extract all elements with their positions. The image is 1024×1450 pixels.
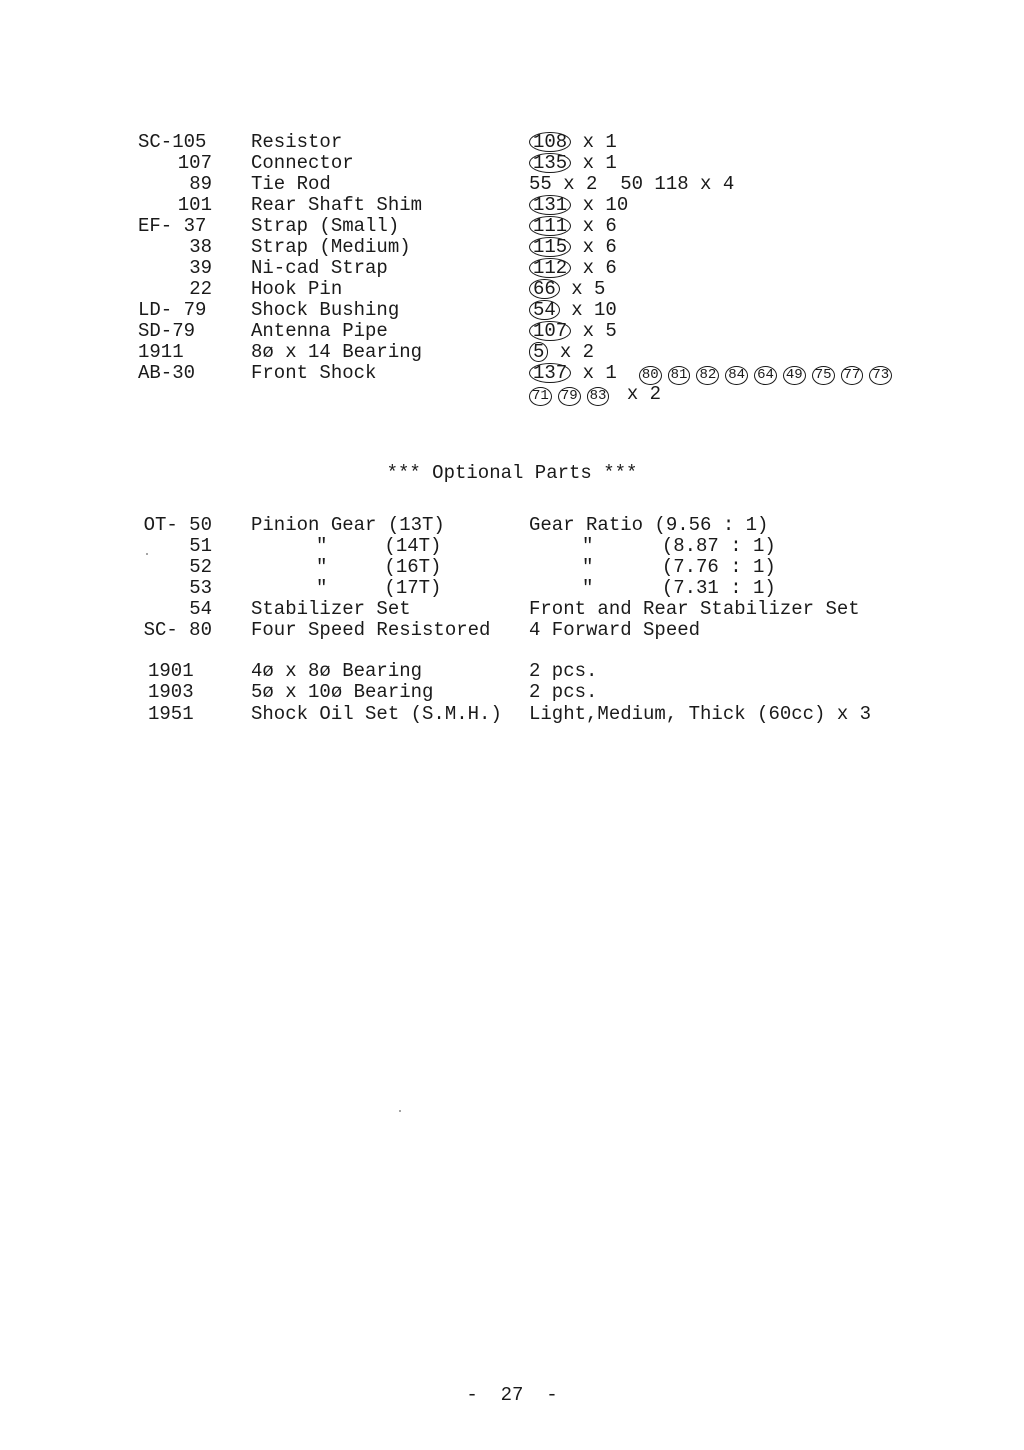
- part-code: 54: [189, 598, 212, 620]
- part-note: 2 pcs.: [529, 681, 598, 703]
- quantity-text: x 6: [582, 215, 617, 237]
- part-code: EF- 37: [138, 215, 207, 237]
- reference-circle: 64: [754, 366, 777, 385]
- reference-circle: 79: [558, 387, 581, 406]
- scan-speck: [399, 1110, 401, 1112]
- quantity-text: x 6: [582, 257, 617, 279]
- part-note: 2 pcs.: [529, 660, 598, 682]
- part-code: 38: [189, 236, 212, 258]
- part-description: Resistor: [251, 131, 343, 153]
- parts-row: [0, 216, 1024, 237]
- part-code: SC- 80: [143, 619, 212, 641]
- reference-circle: 137: [529, 363, 571, 383]
- part-note: Light,Medium, Thick (60cc) x 3: [529, 703, 872, 725]
- reference-circle: 80: [639, 366, 662, 385]
- quantity-text: x 1: [582, 152, 617, 174]
- parts-row: [0, 342, 1024, 363]
- optional-row: [0, 578, 1024, 599]
- reference-circle: 81: [668, 366, 691, 385]
- quantity-text: x 6: [582, 236, 617, 258]
- part-code: SC-105: [138, 131, 207, 153]
- reference-circle: 111: [529, 216, 571, 236]
- reference-circle: 54: [529, 300, 560, 320]
- part-note: Gear Ratio (9.56 : 1): [529, 514, 769, 536]
- part-quantity: [529, 195, 628, 216]
- reference-circle: 107: [529, 321, 571, 341]
- quantity-text: x 1: [582, 131, 617, 153]
- part-description: 8ø x 14 Bearing: [251, 341, 423, 363]
- reference-circle: 77: [841, 366, 864, 385]
- part-quantity: [529, 216, 617, 237]
- reference-circle: 112: [529, 258, 571, 278]
- reference-circle: 82: [696, 366, 719, 385]
- part-quantity: [529, 300, 617, 321]
- reference-circle: 73: [869, 366, 892, 385]
- part-description: Tie Rod: [251, 173, 331, 195]
- reference-circle: 5: [529, 342, 548, 362]
- part-note: " (7.76 : 1): [582, 556, 776, 578]
- parts-continuation-row: [0, 384, 1024, 405]
- part-code: 1903: [148, 681, 194, 703]
- part-description: Strap (Medium): [251, 236, 411, 258]
- part-note: Front and Rear Stabilizer Set: [529, 598, 860, 620]
- quantity-text: x 5: [582, 320, 617, 342]
- part-code: 51: [189, 535, 212, 557]
- part-code: 52: [189, 556, 212, 578]
- part-description: Strap (Small): [251, 215, 400, 237]
- optional-row: [0, 599, 1024, 620]
- parts-row: [0, 321, 1024, 342]
- part-note: " (8.87 : 1): [582, 535, 776, 557]
- part-code: 1911: [138, 341, 184, 363]
- parts-row: [0, 237, 1024, 258]
- reference-circle: 108: [529, 132, 571, 152]
- part-quantity: [529, 258, 617, 279]
- reference-circle: 84: [725, 366, 748, 385]
- parts-row: [0, 300, 1024, 321]
- bearing-row: [0, 682, 1024, 703]
- reference-circle: 71: [529, 387, 552, 406]
- bearing-row: [0, 704, 1024, 725]
- part-quantity: [529, 279, 605, 300]
- quantity-text: x 5: [571, 278, 606, 300]
- part-quantity: [529, 384, 661, 406]
- reference-circle: 135: [529, 153, 571, 173]
- reference-circle: 66: [529, 279, 560, 299]
- part-description: Front Shock: [251, 362, 377, 384]
- part-note: 4 Forward Speed: [529, 619, 701, 641]
- part-description: " (16T): [316, 556, 442, 578]
- part-description: Pinion Gear (13T): [251, 514, 445, 536]
- part-quantity: 55 x 2 50 118 x 4: [529, 173, 735, 195]
- optional-row: [0, 557, 1024, 578]
- reference-circle: 75: [812, 366, 835, 385]
- optional-parts-heading: *** Optional Parts ***: [386, 462, 638, 484]
- scan-speck: [146, 553, 148, 555]
- part-quantity: [529, 321, 617, 342]
- parts-row: [0, 279, 1024, 300]
- part-description: Shock Oil Set (S.M.H.): [251, 703, 502, 725]
- parts-row: [0, 153, 1024, 174]
- part-description: " (14T): [316, 535, 442, 557]
- part-code: LD- 79: [138, 299, 207, 321]
- part-description: Antenna Pipe: [251, 320, 388, 342]
- page-number: - 27 -: [466, 1384, 558, 1406]
- part-code: AB-30: [138, 362, 196, 384]
- part-code: SD-79: [138, 320, 196, 342]
- part-code: OT- 50: [143, 514, 212, 536]
- part-quantity: [529, 132, 617, 153]
- reference-circle: 83: [587, 387, 610, 406]
- quantity-text: x 10: [582, 194, 629, 216]
- part-quantity: [529, 342, 594, 363]
- parts-row: [0, 195, 1024, 216]
- optional-row: [0, 515, 1024, 536]
- part-description: 5ø x 10ø Bearing: [251, 681, 434, 703]
- parts-row: [0, 174, 1024, 195]
- optional-row: [0, 620, 1024, 641]
- part-quantity: [529, 153, 617, 174]
- part-code: 101: [177, 194, 212, 216]
- part-code: 1901: [148, 660, 194, 682]
- part-code: 22: [189, 278, 212, 300]
- part-code: 53: [189, 577, 212, 599]
- parts-row: [0, 363, 1024, 384]
- quantity-text: x 2: [559, 341, 595, 363]
- part-description: Stabilizer Set: [251, 598, 411, 620]
- part-code: 89: [189, 173, 212, 195]
- quantity-text: x 2: [626, 383, 662, 405]
- part-code: 107: [177, 152, 212, 174]
- part-quantity: [529, 237, 617, 258]
- part-description: Connector: [251, 152, 354, 174]
- optional-row: [0, 536, 1024, 557]
- part-description: Hook Pin: [251, 278, 343, 300]
- quantity-text: x 1: [582, 362, 617, 384]
- part-description: Rear Shaft Shim: [251, 194, 423, 216]
- reference-circle: 49: [783, 366, 806, 385]
- reference-circle: 131: [529, 195, 571, 215]
- part-quantity: [529, 363, 898, 385]
- parts-row: [0, 258, 1024, 279]
- quantity-text: x 10: [571, 299, 617, 321]
- parts-row: [0, 132, 1024, 153]
- part-description: Shock Bushing: [251, 299, 400, 321]
- part-code: 39: [189, 257, 212, 279]
- part-description: 4ø x 8ø Bearing: [251, 660, 423, 682]
- part-code: 1951: [148, 703, 194, 725]
- part-note: " (7.31 : 1): [582, 577, 776, 599]
- part-description: Ni-cad Strap: [251, 257, 388, 279]
- bearing-row: [0, 661, 1024, 682]
- part-description: " (17T): [316, 577, 442, 599]
- reference-circle: 115: [529, 237, 571, 257]
- part-description: Four Speed Resistored: [251, 619, 491, 641]
